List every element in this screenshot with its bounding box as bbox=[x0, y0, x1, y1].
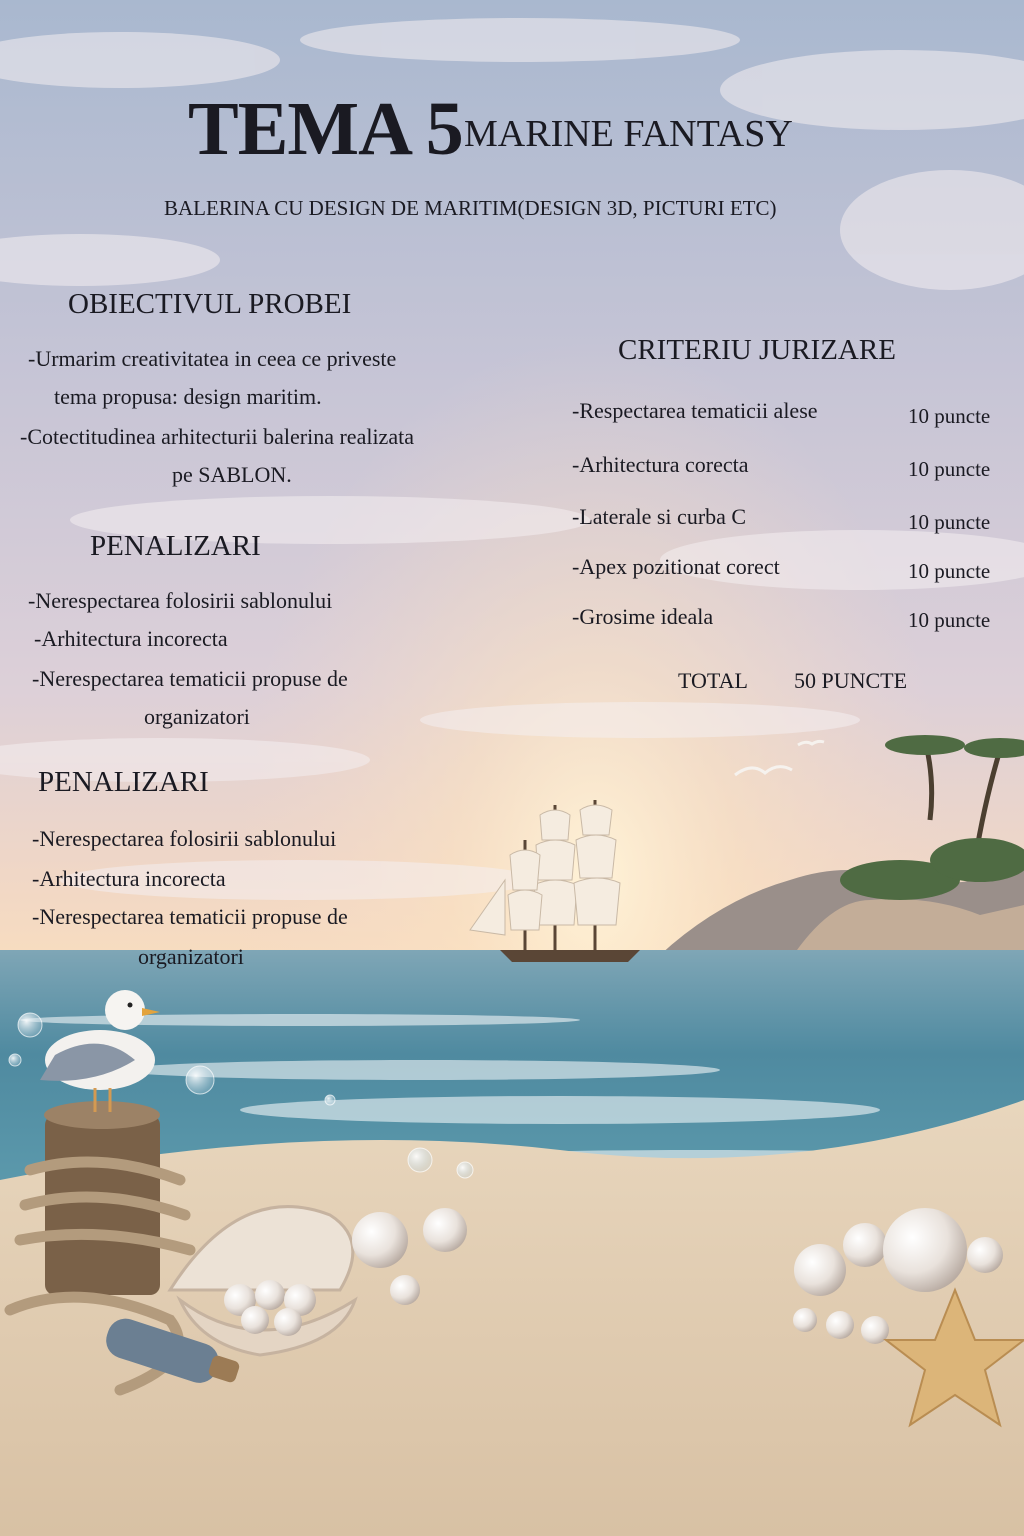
total-label: TOTAL bbox=[678, 668, 748, 693]
criteria-heading: CRITERIU JURIZARE bbox=[618, 334, 896, 366]
criteria-item-points: 10 puncte bbox=[908, 608, 991, 632]
penalty-line: -Nerespectarea tematicii propuse de bbox=[32, 666, 348, 691]
objective-line: pe SABLON. bbox=[172, 462, 292, 487]
criteria-item-points: 10 puncte bbox=[908, 510, 991, 534]
penalties-heading: PENALIZARI bbox=[90, 530, 261, 562]
criteria-item-label: -Laterale si curba C bbox=[572, 504, 747, 529]
penalties-heading-2: PENALIZARI bbox=[38, 766, 209, 798]
criteria-item-label: -Grosime ideala bbox=[572, 604, 714, 629]
criteria-item-label: -Arhitectura corecta bbox=[572, 452, 749, 477]
criteria-item-label: -Respectarea tematicii alese bbox=[572, 398, 818, 423]
theme-description: BALERINA CU DESIGN DE MARITIM(DESIGN 3D, PICTURI ETC) bbox=[164, 196, 777, 220]
criteria-item-points: 10 puncte bbox=[908, 404, 991, 428]
objective-line: tema propusa: design maritim. bbox=[54, 384, 322, 409]
criteria-item-points: 10 puncte bbox=[908, 457, 991, 481]
objective-line: -Cotectitudinea arhitecturii balerina realizata bbox=[20, 424, 414, 449]
penalty-line: -Arhitectura incorecta bbox=[32, 866, 226, 891]
penalty-line: organizatori bbox=[138, 944, 244, 969]
page-subtitle: MARINE FANTASY bbox=[464, 113, 793, 155]
objective-heading: OBIECTIVUL PROBEI bbox=[68, 288, 352, 320]
criteria-item-label: -Apex pozitionat corect bbox=[572, 554, 780, 579]
penalty-line: -Arhitectura incorecta bbox=[34, 626, 228, 651]
page-title: TEMA 5 bbox=[188, 87, 463, 171]
penalty-line: -Nerespectarea folosirii sablonului bbox=[28, 588, 333, 613]
penalty-line: -Nerespectarea folosirii sablonului bbox=[32, 826, 337, 851]
criteria-item-points: 10 puncte bbox=[908, 559, 991, 583]
penalty-line: organizatori bbox=[144, 704, 250, 729]
total-value: 50 PUNCTE bbox=[794, 668, 908, 693]
penalty-line: -Nerespectarea tematicii propuse de bbox=[32, 904, 348, 929]
objective-line: -Urmarim creativitatea in ceea ce priveste bbox=[28, 346, 397, 371]
